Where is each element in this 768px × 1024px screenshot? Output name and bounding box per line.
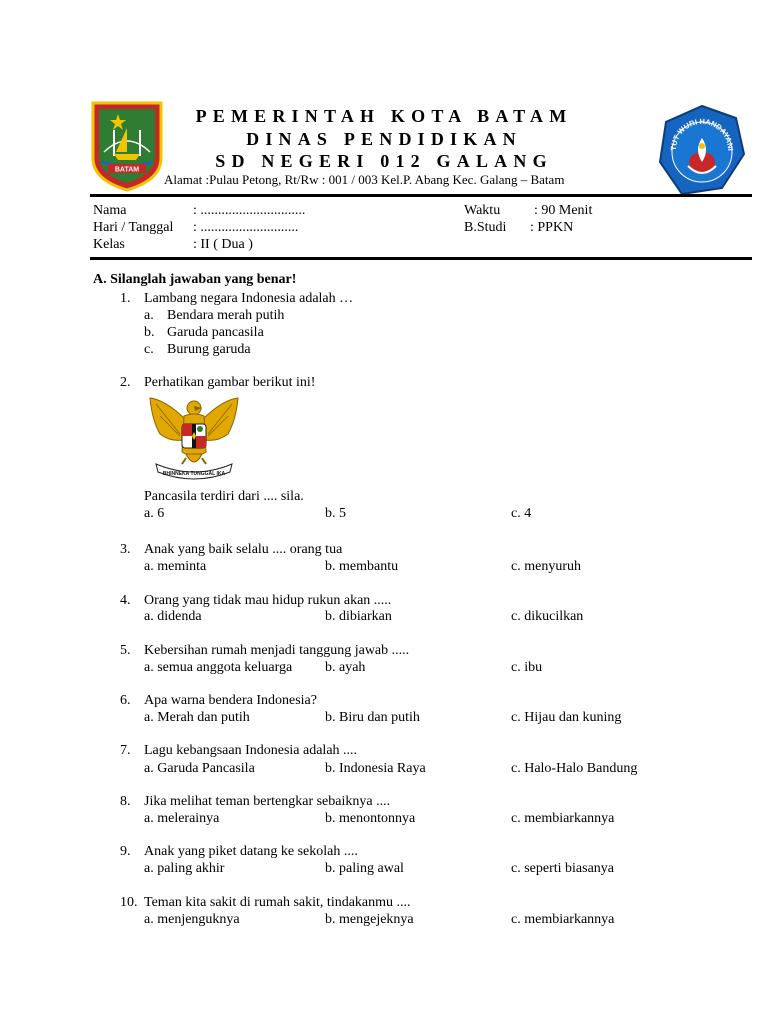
q3-text: Anak yang baik selalu .... orang tua (144, 542, 343, 557)
q8-option-a: a. melerainya (144, 811, 220, 826)
header-line-2: DINAS PENDIDIKAN (246, 129, 522, 149)
q1-option-a: Bendara merah putih (167, 308, 285, 323)
q9-number: 9. (120, 844, 131, 859)
q4-option-b: b. dibiarkan (325, 609, 392, 624)
bstudi-label: B.Studi (464, 220, 507, 235)
q5-option-b: b. ayah (325, 660, 366, 675)
header-line-1: PEMERINTAH KOTA BATAM (195, 106, 573, 126)
q8-number: 8. (120, 794, 131, 809)
q2-option-c: c. 4 (511, 506, 532, 521)
hari-tanggal-value: : ............................ (193, 220, 299, 235)
q6-number: 6. (120, 693, 131, 708)
q10-number: 10. (120, 895, 138, 910)
kelas-label: Kelas (93, 237, 125, 252)
q7-option-c: c. Halo-Halo Bandung (511, 761, 638, 776)
q10-option-b: b. mengejeknya (325, 912, 414, 927)
q5-option-c: c. ibu (511, 660, 543, 675)
tut-wuri-logo-text: TUT WURI HANDAYANI (668, 116, 736, 151)
waktu-label: Waktu (464, 203, 501, 218)
q10-option-a: a. menjenguknya (144, 912, 240, 927)
q4-option-a: a. didenda (144, 609, 202, 624)
q2-number: 2. (120, 375, 131, 390)
q6-option-c: c. Hijau dan kuning (511, 710, 622, 725)
q1-option-b-label: b. (144, 325, 155, 340)
q7-number: 7. (120, 743, 131, 758)
nama-label: Nama (93, 203, 127, 218)
q2-option-a: a. 6 (144, 506, 165, 521)
q6-text: Apa warna bendera Indonesia? (144, 693, 317, 708)
garuda-motto: BHINNEKA TUNGGAL IKA (162, 471, 226, 477)
q5-option-a: a. semua anggota keluarga (144, 660, 293, 675)
q4-option-c: c. dikucilkan (511, 609, 584, 624)
q1-option-c-label: c. (144, 342, 154, 357)
hari-tanggal-label: Hari / Tanggal (93, 220, 174, 235)
nama-value: : .............................. (193, 203, 306, 218)
q3-option-b: b. membantu (325, 559, 399, 574)
q1-option-a-label: a. (144, 308, 154, 323)
q7-option-b: b. Indonesia Raya (325, 761, 426, 776)
q3-number: 3. (120, 542, 131, 557)
q8-option-b: b. menontonnya (325, 811, 416, 826)
q10-option-c: c. membiarkannya (511, 912, 615, 927)
q1-option-c: Burung garuda (167, 342, 251, 357)
q6-option-a: a. Merah dan putih (144, 710, 250, 725)
header-divider (90, 194, 752, 197)
q8-text: Jika melihat teman bertengkar sebaiknya .... (144, 794, 391, 809)
q2-text-2: Pancasila terdiri dari .... sila. (144, 489, 304, 504)
q9-option-c: c. seperti biasanya (511, 861, 615, 876)
q9-option-a: a. paling akhir (144, 861, 225, 876)
q2-text: Perhatikan gambar berikut ini! (144, 375, 316, 390)
school-address: Alamat :Pulau Petong, Rt/Rw : 001 / 003 Kel.P. Abang Kec. Galang – Batam (164, 172, 565, 187)
q5-number: 5. (120, 643, 131, 658)
header-line-3: SD NEGERI 012 GALANG (215, 151, 553, 171)
q1-option-b: Garuda pancasila (167, 325, 264, 340)
q10-text: Teman kita sakit di rumah sakit, tindakanmu .... (144, 895, 411, 910)
info-divider (90, 257, 752, 260)
q4-number: 4. (120, 593, 131, 608)
garuda-pancasila-image (146, 390, 242, 486)
q2-option-b: b. 5 (325, 506, 346, 521)
q7-option-a: a. Garuda Pancasila (144, 761, 255, 776)
q4-text: Orang yang tidak mau hidup rukun akan ..... (144, 593, 392, 608)
q9-option-b: b. paling awal (325, 861, 404, 876)
q8-option-c: c. membiarkannya (511, 811, 615, 826)
q7-text: Lagu kebangsaan Indonesia adalah .... (144, 743, 358, 758)
q3-option-c: c. menyuruh (511, 559, 581, 574)
q9-text: Anak yang piket datang ke sekolah .... (144, 844, 358, 859)
bstudi-value: : PPKN (530, 220, 574, 235)
q6-option-b: b. Biru dan putih (325, 710, 420, 725)
kelas-value: : II ( Dua ) (193, 237, 253, 252)
q1-number: 1. (120, 291, 131, 306)
q1-text: Lambang negara Indonesia adalah … (144, 291, 354, 306)
waktu-value: : 90 Menit (534, 203, 593, 218)
tut-wuri-handayani-logo (658, 104, 746, 200)
q3-option-a: a. meminta (144, 559, 207, 574)
q5-text: Kebersihan rumah menjadi tanggung jawab ..... (144, 643, 410, 658)
batam-logo-text: BATAM (114, 166, 140, 174)
section-title: A. Silanglah jawaban yang benar! (93, 272, 297, 287)
